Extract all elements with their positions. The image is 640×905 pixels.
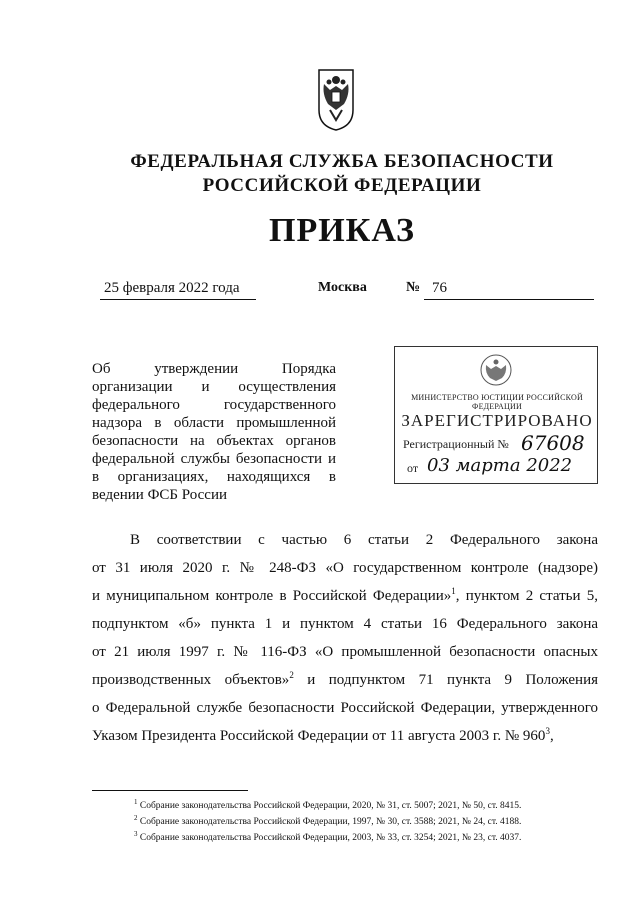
- order-date: 25 февраля 2022 года: [100, 280, 256, 300]
- stamp-from-label: от: [407, 461, 419, 475]
- order-subject: [92, 360, 336, 504]
- stamp-registered: ЗАРЕГИСТРИРОВАНО: [401, 411, 593, 430]
- body-line: [92, 666, 598, 694]
- body-line: подпунктом «б» пункта 1 и пунктом 4 статьи 16 Федерального закона: [92, 616, 598, 632]
- order-city: Москва: [318, 280, 367, 295]
- body-text-segment: и подпунктом 71 пункта 9 Положения: [293, 672, 598, 688]
- body-text-segment: ,: [549, 728, 554, 744]
- body-text-segment: производственных объектов»: [92, 672, 290, 688]
- subject-line: Об утверждении Порядка: [92, 361, 336, 377]
- document-title: ПРИКАЗ: [269, 212, 415, 249]
- double-headed-eagle-icon: [316, 66, 356, 132]
- agency-line-1: ФЕДЕРАЛЬНАЯ СЛУЖБА БЕЗОПАСНОСТИ: [130, 151, 554, 172]
- body-text-segment: , пунктом 2 статьи 5,: [455, 588, 598, 604]
- footnote-text: Собрание законодательства Российской Федерации, 1997, № 30, ст. 3588; 2021, № 24, ст. 4188.: [137, 817, 522, 828]
- order-number-label: №: [406, 280, 421, 295]
- footnotes: [134, 796, 604, 844]
- agency-line-2: РОССИЙСКОЙ ФЕДЕРАЦИИ: [202, 175, 482, 196]
- subject-line: федеральной службы безопасности и: [92, 451, 336, 467]
- registration-stamp: [394, 346, 598, 484]
- footnote-ref: 3: [545, 726, 550, 736]
- double-headed-eagle-icon: [479, 353, 513, 387]
- body-text-segment: и муниципальном контроле в Российской Федерации»: [92, 588, 452, 604]
- agency-name: [0, 150, 640, 198]
- footnote-mark: 3: [134, 830, 138, 839]
- subject-line: ведении ФСБ России: [92, 487, 228, 503]
- subject-line: надзора в области промышленной: [92, 415, 336, 431]
- body-line: В соответствии с частью 6 статьи 2 Федерального закона: [130, 532, 598, 548]
- footnote-ref: 2: [289, 670, 294, 680]
- stamp-reg-date: 03 марта 2022: [427, 455, 573, 476]
- subject-line: федерального государственного: [92, 397, 336, 413]
- body-line: от 21 июля 1997 г. № 116-ФЗ «О промышленной безопасности опасных: [92, 644, 598, 660]
- footnote-text: Собрание законодательства Российской Федерации, 2020, № 31, ст. 5007; 2021, № 50, ст. 8415.: [137, 801, 522, 812]
- footnote-text: Собрание законодательства Российской Федерации, 2003, № 33, ст. 3254; 2021, № 23, ст. 4037.: [137, 833, 522, 844]
- footnote-separator: [92, 790, 248, 791]
- subject-line: безопасности на объектах органов: [92, 433, 336, 449]
- order-number: 76: [424, 280, 594, 300]
- order-body: [92, 526, 598, 750]
- footnote-mark: 2: [134, 814, 138, 823]
- stamp-ministry: МИНИСТЕРСТВО ЮСТИЦИИ РОССИЙСКОЙ ФЕДЕРАЦИИ: [411, 393, 583, 411]
- body-line: [92, 722, 598, 750]
- footnote-mark: 1: [134, 798, 138, 806]
- body-line: о Федеральной службе безопасности Российской Федерации, утвержденного: [92, 700, 598, 716]
- footnote: [134, 828, 604, 844]
- stamp-reg-label: Регистрационный №: [403, 437, 509, 451]
- stamp-reg-number: 67608: [521, 431, 585, 455]
- footnote: [134, 796, 604, 812]
- footnote: [134, 812, 604, 828]
- body-text-segment: Указом Президента Российской Федерации от 11 августа 2003 г. № 960: [92, 728, 546, 744]
- body-line: от 31 июля 2020 г. № 248-ФЗ «О государственном контроле (надзоре): [92, 560, 598, 576]
- footnote-ref: 1: [451, 586, 456, 596]
- subject-line: в организациях, находящихся в: [92, 469, 336, 485]
- subject-line: организации и осуществления: [92, 379, 336, 395]
- body-line: [92, 582, 598, 610]
